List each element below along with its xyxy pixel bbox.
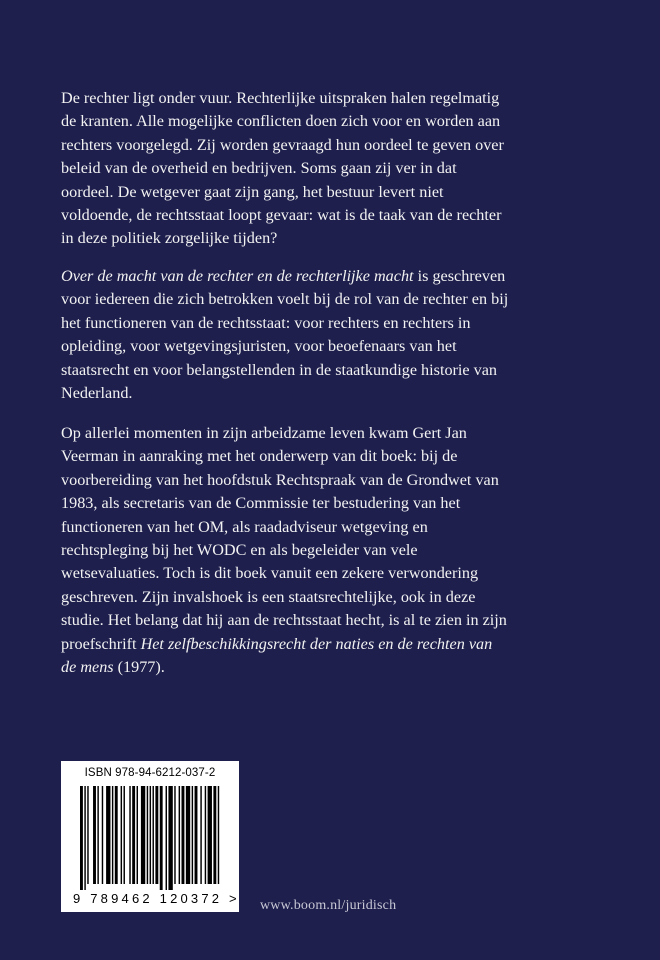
barcode-bar bbox=[102, 786, 103, 884]
barcode-bar bbox=[182, 786, 185, 884]
barcode-bar bbox=[112, 786, 113, 884]
isbn-label: ISBN 978-94-6212-037-2 bbox=[84, 767, 216, 779]
barcode-bar bbox=[97, 786, 98, 884]
barcode-bar bbox=[153, 786, 154, 884]
thesis-year: (1977). bbox=[113, 658, 165, 677]
barcode-bar bbox=[147, 786, 148, 884]
barcode-bar bbox=[115, 786, 118, 884]
barcode-bar bbox=[132, 786, 135, 884]
barcode-bar bbox=[124, 786, 125, 884]
barcode-bar bbox=[195, 786, 198, 884]
barcode-bars bbox=[80, 786, 220, 890]
barcode-bar bbox=[121, 786, 122, 884]
barcode-bar bbox=[155, 786, 158, 884]
blurb-paragraph-3 bbox=[61, 422, 511, 679]
barcode-bar bbox=[80, 786, 83, 890]
barcode-bar bbox=[129, 786, 130, 884]
barcode-bar bbox=[218, 786, 219, 884]
barcode-bar bbox=[208, 786, 212, 884]
barcode-bar bbox=[87, 786, 88, 884]
blurb-paragraph-3-text: Op allerlei momenten in zijn arbeidzame leven kwam Gert Jan Veerman in aanraking met het onderwerp van dit boek: bij de voorbereiding van het hoofdstuk Rechtspraak van de Grondwet van 1983, als secretaris van de Commissie ter bestudering van het functioneren van het OM, als raadadviseur wetgeving en rechtspleging bij het WODC en als begeleider van vele wetsevaluaties. Toch is dit boek vanuit een zekere verwondering geschreven. Zijn invalshoek is een staatsrechtelijke, ook in deze studie. Het belang dat hij aan de rechtsstaat hecht, is al te zien in zijn proefschrift bbox=[61, 424, 507, 653]
barcode-bar bbox=[192, 786, 193, 884]
barcode-bar bbox=[141, 786, 145, 884]
barcode-bar bbox=[205, 786, 206, 884]
blurb-paragraph-1: De rechter ligt onder vuur. Rechterlijke uitspraken halen regelmatig de kranten. Alle mogelijke conflicten doen zich voor en worden aan rechters voorgelegd. Zij worden gevraagd hun oordeel te geven over beleid van de overheid en bedrijven. Soms gaan zij ver in dat oordeel. De wetgever gaat zijn gang, het bestuur levert niet voldoende, de rechtsstaat loopt gevaar: wat is de taak van de rechter in deze politiek zorgelijke tijden? bbox=[61, 89, 504, 248]
barcode-bar bbox=[213, 786, 216, 884]
book-title-italic: Over de macht van de rechter en de rechterlijke macht bbox=[61, 267, 414, 285]
publisher-website: www.boom.nl/juridisch bbox=[260, 898, 397, 913]
isbn-barcode bbox=[61, 761, 239, 912]
barcode-bar bbox=[137, 786, 138, 884]
barcode-bar bbox=[200, 786, 201, 884]
barcode-bar bbox=[168, 786, 172, 890]
barcode-bar bbox=[93, 786, 96, 884]
barcode-bar bbox=[84, 786, 85, 890]
barcode-bar bbox=[106, 786, 110, 884]
barcode-bar bbox=[186, 786, 190, 884]
thesis-title-italic: Het zelfbeschikkingsrecht der naties en de rechten van de mens bbox=[61, 634, 493, 677]
barcode-digits: 9 789462 120372 > bbox=[73, 891, 240, 906]
barcode-bar bbox=[150, 786, 151, 884]
blurb-paragraph-2-text: is geschreven voor iedereen die zich betrokken voelt bij de rol van de rechter en bij het functioneren van de rechtsstaat: voor rechters en rechters in opleiding, voor wetgevingsjuristen, voor beoefenaars van het staatsrecht en voor belangstellenden in de staatkundige historie van Nederland. bbox=[61, 267, 509, 403]
barcode-bar bbox=[160, 786, 163, 890]
barcode-bar bbox=[166, 786, 167, 890]
barcode-bar bbox=[179, 786, 180, 884]
barcode-bar bbox=[174, 786, 175, 884]
blurb-paragraph-2 bbox=[61, 265, 511, 405]
